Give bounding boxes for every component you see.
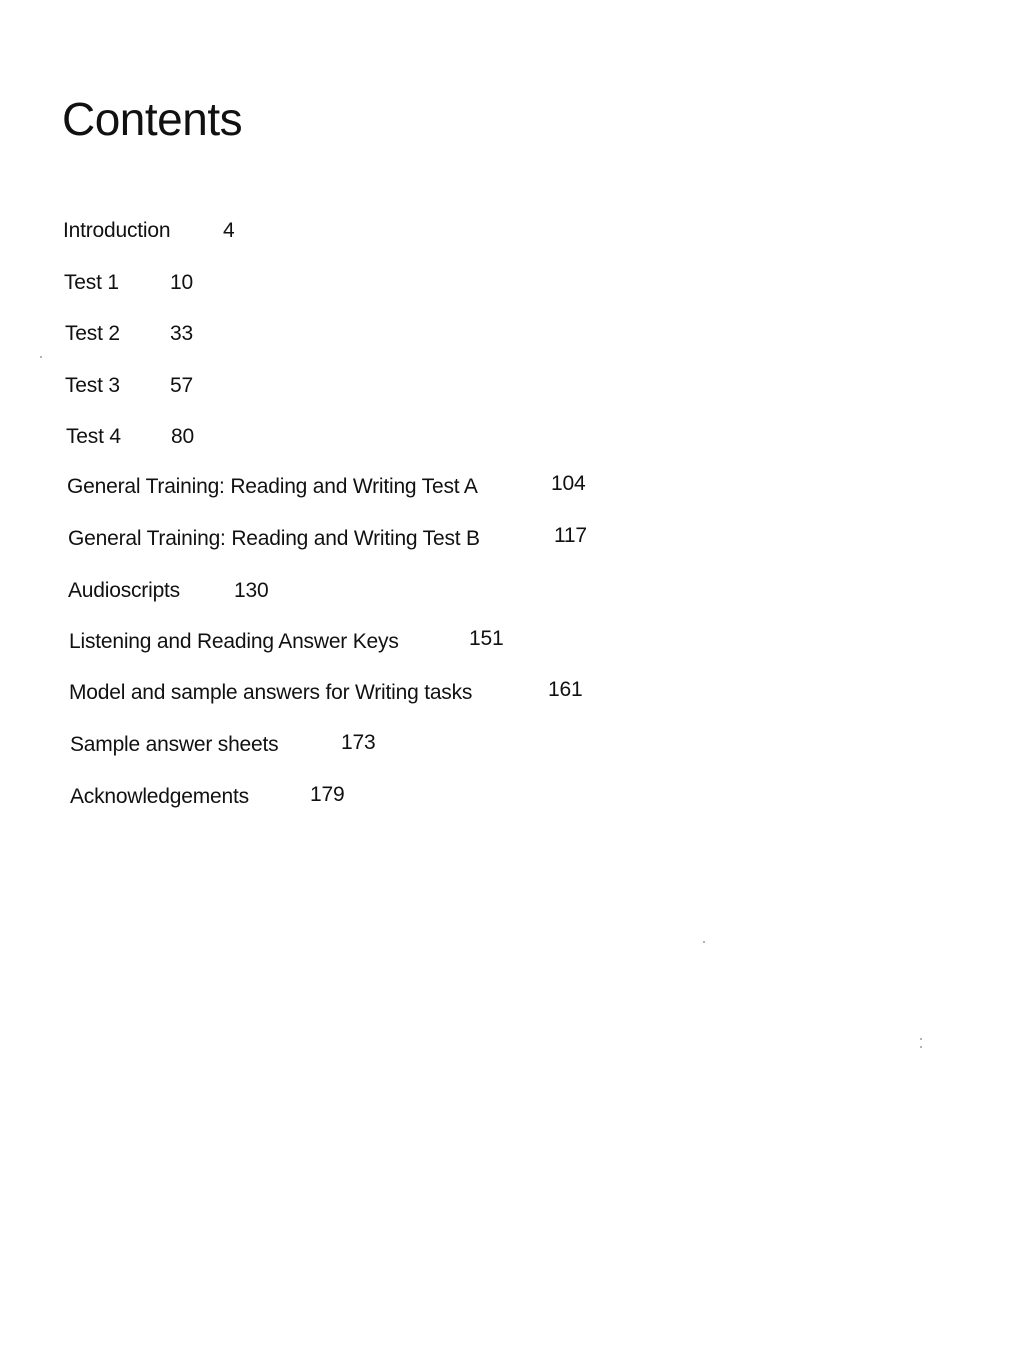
toc-entry-label: Test 3 — [65, 374, 120, 397]
scan-speck — [920, 1046, 922, 1048]
toc-entry-page: 104 — [551, 472, 586, 495]
toc-entry-page: 57 — [170, 374, 193, 397]
toc-entry-page: 179 — [310, 783, 345, 806]
toc-entry-label: Acknowledgements — [70, 785, 249, 808]
toc-entry-label: Sample answer sheets — [70, 733, 279, 756]
toc-entry-page: 33 — [170, 322, 193, 345]
toc-entry-label: Test 4 — [66, 425, 121, 448]
toc-entry-page: 80 — [171, 425, 194, 448]
page-title: Contents — [62, 93, 243, 145]
toc-entry-label: Audioscripts — [68, 579, 180, 602]
toc-entry-page: 151 — [469, 627, 504, 650]
toc-entry-label: Listening and Reading Answer Keys — [69, 630, 399, 653]
toc-entry-label: Introduction — [63, 219, 171, 242]
toc-entry-page: 130 — [234, 579, 269, 602]
toc-entry-label: General Training: Reading and Writing Test A — [67, 475, 478, 498]
toc-entry-label: Test 2 — [65, 322, 120, 345]
toc-entry-page: 161 — [548, 678, 583, 701]
toc-entry-page: 173 — [341, 731, 376, 754]
toc-entry-label: Test 1 — [64, 271, 119, 294]
scan-speck — [920, 1038, 922, 1040]
toc-entry-page: 117 — [554, 524, 587, 547]
toc-entry-page: 10 — [170, 271, 193, 294]
scan-speck — [703, 941, 705, 943]
scan-speck — [40, 356, 42, 358]
toc-entry-label: General Training: Reading and Writing Test B — [68, 527, 480, 550]
toc-entry-label: Model and sample answers for Writing tasks — [69, 681, 473, 704]
toc-entry-page: 4 — [223, 219, 235, 242]
